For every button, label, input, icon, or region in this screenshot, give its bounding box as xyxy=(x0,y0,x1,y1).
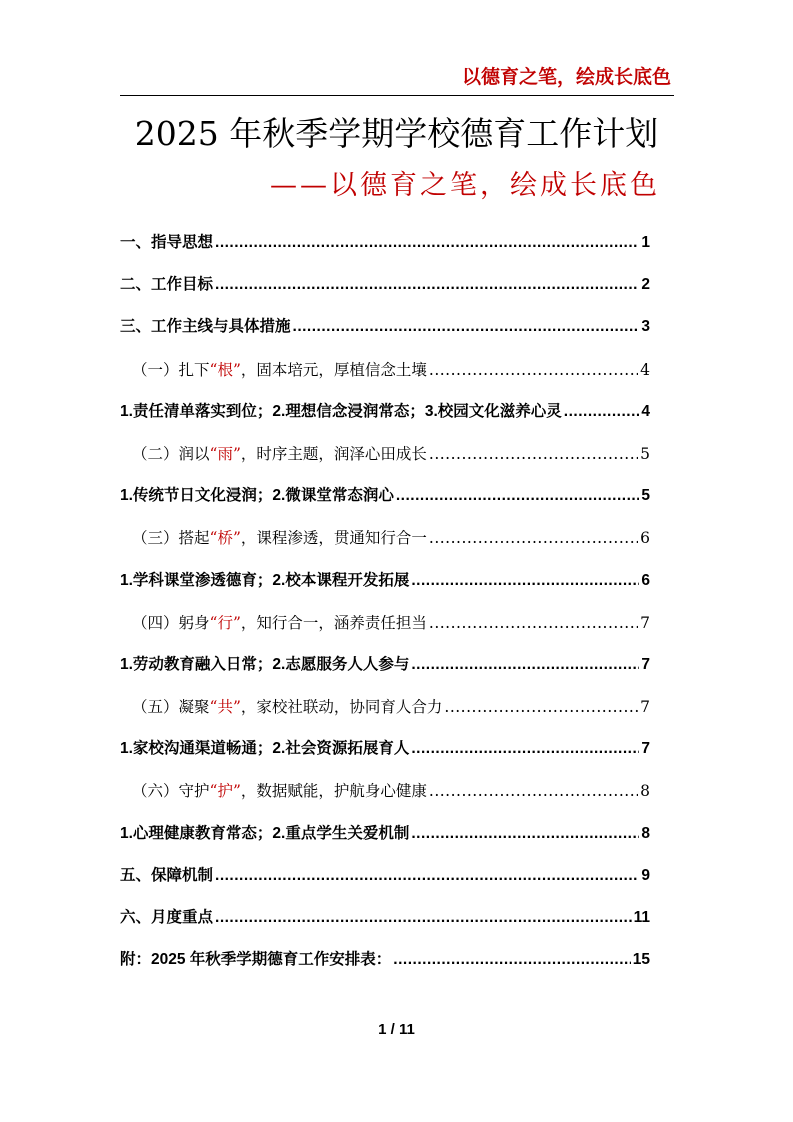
toc-entry-page: 6 xyxy=(640,529,650,548)
toc-entry-keyword: “共” xyxy=(209,698,241,717)
toc-entry-label: 三、工作主线与具体措施 xyxy=(120,318,291,336)
toc-entry-page: 15 xyxy=(632,951,650,969)
page-number: 1 / 11 xyxy=(378,1021,415,1038)
toc-entry[interactable] xyxy=(120,813,650,855)
toc-entry-title xyxy=(132,517,427,559)
toc-entry-title xyxy=(120,222,213,264)
toc-dot-leader xyxy=(429,517,638,559)
header-divider xyxy=(120,95,674,96)
toc-entry-label: （二）润以 xyxy=(132,444,210,463)
toc-entry-page: 1 xyxy=(641,234,650,251)
toc-entry-title xyxy=(132,686,442,728)
toc-entry[interactable] xyxy=(120,939,650,981)
toc-entry[interactable] xyxy=(120,560,650,602)
toc-entry-title xyxy=(120,813,409,855)
toc-entry-label: 1.传统节日文化浸润；2.微课堂常态润心 xyxy=(120,487,394,505)
toc-entry-label: 1.劳动教育融入日常；2.志愿服务人人参与 xyxy=(120,655,410,673)
toc-entry[interactable] xyxy=(120,349,650,391)
toc-entry-page: 5 xyxy=(641,487,650,505)
toc-entry-page: 7 xyxy=(640,613,650,632)
toc-entry-page: 3 xyxy=(641,318,650,336)
toc-entry-label: 1.责任清单落实到位；2.理想信念浸润常态；3.校园文化滋养心灵 xyxy=(120,402,562,420)
toc-entry[interactable] xyxy=(120,433,650,475)
toc-dot-leader xyxy=(429,433,638,475)
toc-entry-label: 二、工作目标 xyxy=(120,276,214,294)
toc-entry[interactable] xyxy=(120,728,650,770)
toc-entry[interactable] xyxy=(120,770,650,812)
toc-entry-label-rest: ，数据赋能，护航身心健康 xyxy=(240,782,427,801)
toc-dot-leader xyxy=(444,686,638,728)
toc-entry-page: 9 xyxy=(641,866,650,884)
toc-entry-label: 一、指导思想 xyxy=(120,234,214,251)
toc-entry-keyword: “雨” xyxy=(209,444,241,463)
toc-entry-label: 六、月度重点 xyxy=(120,909,214,926)
toc-dot-leader xyxy=(411,813,639,855)
toc-entry-title xyxy=(120,939,391,981)
toc-entry-keyword: “护” xyxy=(209,782,241,801)
toc-entry-keyword: “桥” xyxy=(209,529,241,548)
toc-entry-title xyxy=(120,560,409,602)
toc-entry-label-rest: ，知行合一，涵养责任担当 xyxy=(240,613,427,632)
toc-dot-leader xyxy=(411,560,639,602)
toc-entry[interactable] xyxy=(120,855,650,897)
toc-entry-title xyxy=(120,855,213,897)
toc-entry-title xyxy=(132,602,427,644)
toc-entry-label: 1.心理健康教育常态；2.重点学生关爱机制 xyxy=(120,824,410,842)
toc-entry-page: 5 xyxy=(640,444,650,463)
toc-entry[interactable] xyxy=(120,475,650,517)
toc-entry-label-rest: ，家校社联动，协同育人合力 xyxy=(240,698,443,717)
toc-entry-page: 8 xyxy=(640,782,650,801)
toc-entry-page: 4 xyxy=(640,360,650,379)
toc-entry-label-rest: ，时序主题，润泽心田成长 xyxy=(240,444,427,463)
toc-entry[interactable] xyxy=(120,602,650,644)
toc-entry-title xyxy=(120,475,394,517)
toc-entry-page: 11 xyxy=(633,909,650,926)
toc-entry-label: （三）搭起 xyxy=(132,529,210,548)
toc-entry-label: 附：2025 年秋季学期德育工作安排表： xyxy=(120,951,392,969)
toc-entry-page: 7 xyxy=(640,698,650,717)
toc-entry-title xyxy=(120,306,291,348)
toc-entry-title xyxy=(120,728,409,770)
toc-dot-leader xyxy=(215,264,639,306)
toc-entry-label: 1.家校沟通渠道畅通；2.社会资源拓展育人 xyxy=(120,740,410,758)
toc-entry[interactable] xyxy=(120,391,650,433)
toc-entry-page: 7 xyxy=(641,655,650,673)
toc-entry-page: 2 xyxy=(641,276,650,294)
toc-entry-label: 五、保障机制 xyxy=(120,866,214,884)
toc-dot-leader xyxy=(429,349,638,391)
toc-entry-label-rest: ，课程渗透，贯通知行合一 xyxy=(240,529,427,548)
toc-entry-title xyxy=(120,391,562,433)
toc-entry[interactable] xyxy=(120,264,650,306)
header-slogan: 以德育之笔，绘成长底色 xyxy=(461,67,671,88)
toc-entry-keyword: “行” xyxy=(209,613,241,632)
toc-entry-page: 8 xyxy=(641,824,650,842)
toc-entry-title xyxy=(132,349,427,391)
toc-entry-title xyxy=(132,770,427,812)
toc-dot-leader xyxy=(396,475,640,517)
toc-entry-label: （六）守护 xyxy=(132,782,210,801)
toc-entry-label: （一）扎下 xyxy=(132,360,210,379)
toc-entry-label-rest: ，固本培元，厚植信念土壤 xyxy=(240,360,427,379)
toc-entry-keyword: “根” xyxy=(209,360,241,379)
toc-entry-title xyxy=(120,897,213,939)
toc-dot-leader xyxy=(215,222,639,264)
toc-dot-leader xyxy=(429,602,638,644)
toc-entry-page: 7 xyxy=(641,740,650,758)
toc-dot-leader xyxy=(393,939,630,981)
toc-entry-page: 6 xyxy=(641,571,650,589)
toc-entry[interactable] xyxy=(120,222,650,264)
toc-entry-page: 4 xyxy=(641,402,650,420)
document-title: 2025 年秋季学期学校德育工作计划 xyxy=(134,114,659,153)
toc-entry-label: 1.学科课堂渗透德育；2.校本课程开发拓展 xyxy=(120,571,410,589)
toc-dot-leader xyxy=(429,770,638,812)
toc-dot-leader xyxy=(411,644,639,686)
toc-entry[interactable] xyxy=(120,517,650,559)
toc-entry-title xyxy=(120,264,213,306)
toc-entry-title xyxy=(132,433,427,475)
toc-entry-label: （五）凝聚 xyxy=(132,698,210,717)
toc-dot-leader xyxy=(564,391,640,433)
toc-entry-title xyxy=(120,644,409,686)
document-subtitle: ——以德育之笔，绘成长底色 xyxy=(270,170,660,201)
toc-entry[interactable] xyxy=(120,644,650,686)
toc-entry-label: （四）躬身 xyxy=(132,613,210,632)
toc-entry[interactable] xyxy=(120,897,650,939)
toc-dot-leader xyxy=(411,728,639,770)
table-of-contents xyxy=(120,222,650,981)
toc-entry[interactable] xyxy=(120,306,650,348)
toc-dot-leader xyxy=(215,897,632,939)
toc-dot-leader xyxy=(293,306,640,348)
toc-dot-leader xyxy=(215,855,639,897)
toc-entry[interactable] xyxy=(120,686,650,728)
